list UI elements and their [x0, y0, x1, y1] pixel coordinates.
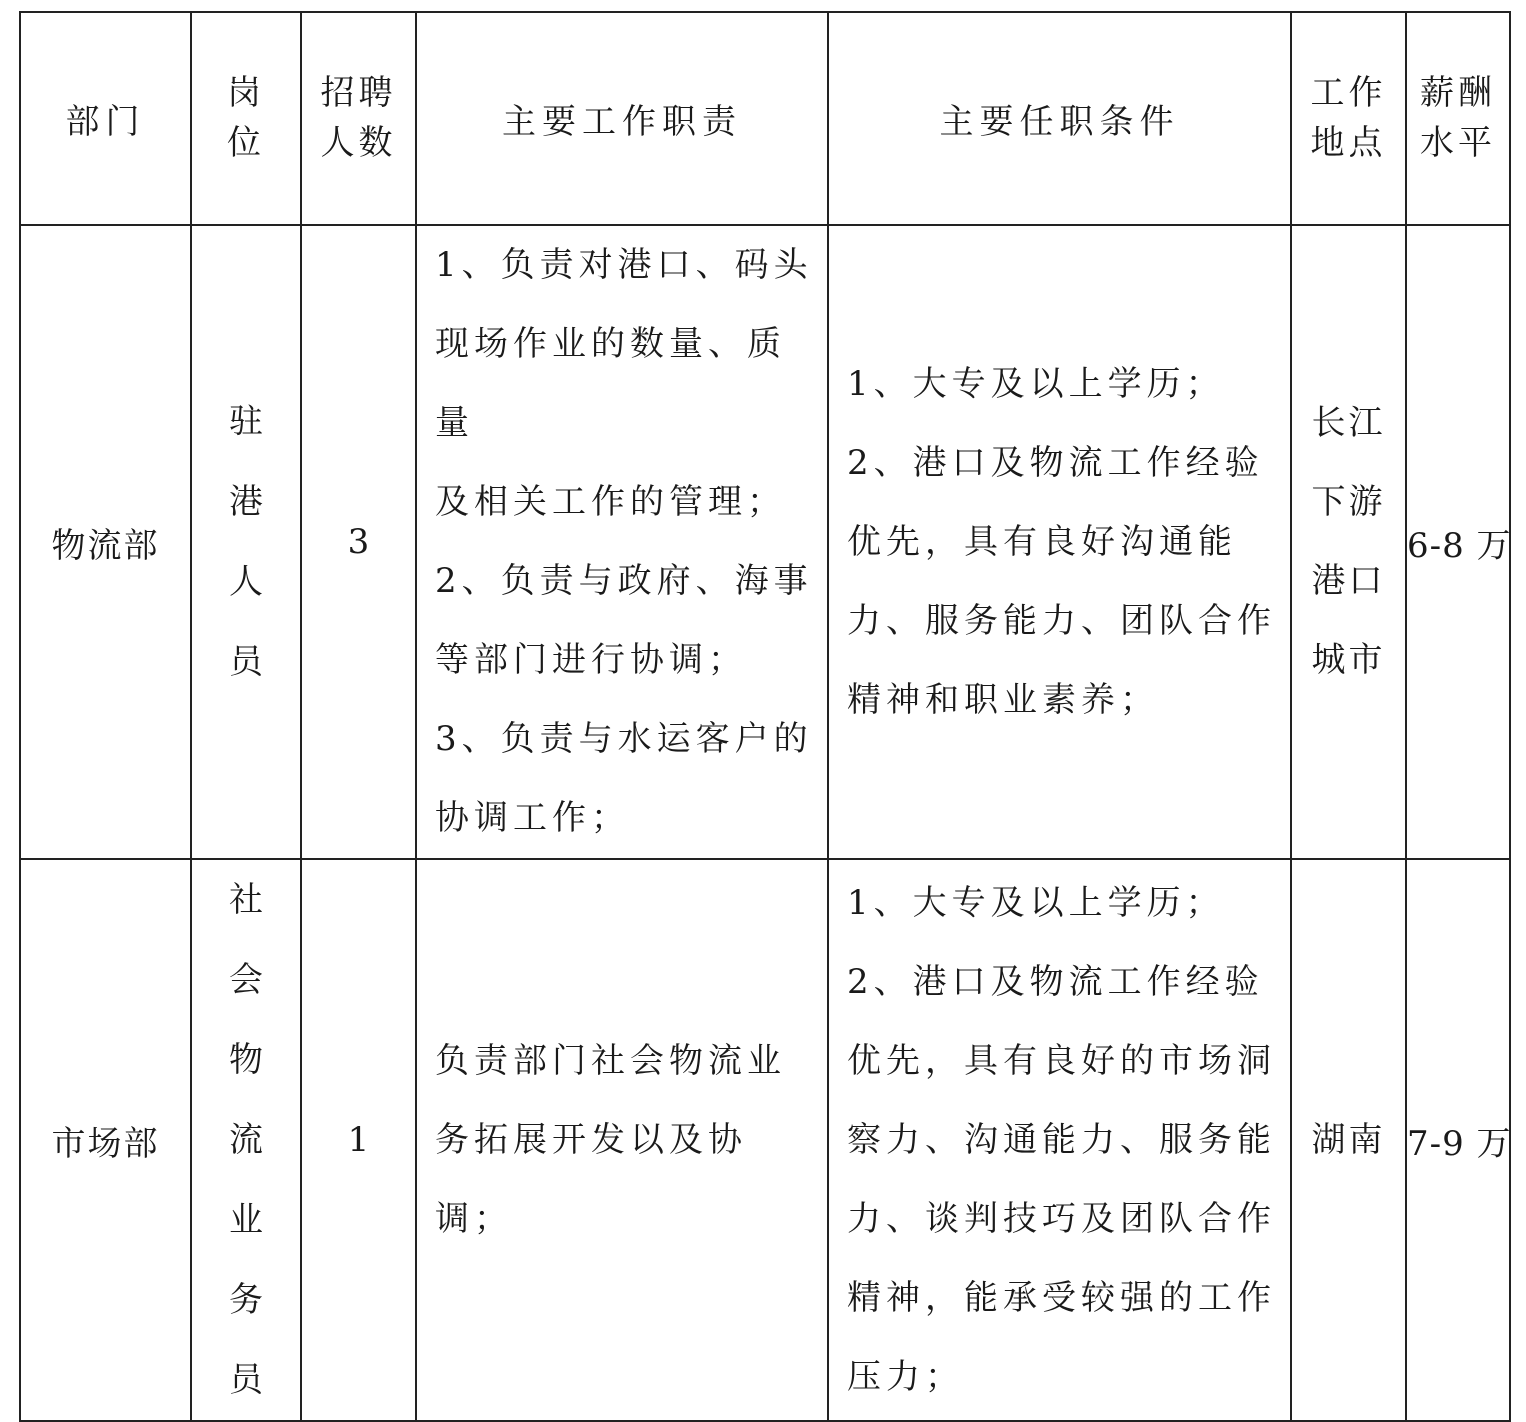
header-position	[191, 12, 301, 225]
table-row	[20, 225, 1510, 859]
requirements-cell: 1、大专及以上学历； 2、港口及物流工作经验 优先，具有良好沟通能 力、服务能力、团队合作 精神和职业素养；	[828, 225, 1291, 859]
header-position-line-2: 位	[227, 122, 265, 163]
duties-cell: 1、负责对港口、码头 现场作业的数量、质量 及相关工作的管理； 2、负责与政府、海事 等部门进行协调； 3、负责与水运客户的 协调工作；	[416, 225, 828, 859]
header-row	[20, 12, 1510, 225]
location-cell: 长江 下游 港口 城市	[1291, 225, 1406, 859]
header-count-line-1: 招聘	[320, 72, 397, 113]
duties-cell: 负责部门社会物流业 务拓展开发以及协调；	[416, 859, 828, 1421]
dept-cell: 市场部	[20, 859, 191, 1421]
header-location	[1291, 12, 1406, 225]
position-cell: 社 会 物 流 业 务 员	[191, 859, 301, 1421]
salary-cell: 6-8 万	[1406, 225, 1510, 859]
header-dept: 部门	[20, 12, 191, 225]
requirements-cell: 1、大专及以上学历； 2、港口及物流工作经验 优先，具有良好的市场洞 察力、沟通能力、服务能 力、谈判技巧及团队合作 精神，能承受较强的工作 压力；	[828, 859, 1291, 1421]
dept-cell: 物流部	[20, 225, 191, 859]
position-cell: 驻 港 人 员	[191, 225, 301, 859]
recruitment-table	[19, 11, 1511, 1422]
count-cell: 1	[301, 859, 416, 1421]
header-salary-line-1: 薪酬	[1420, 72, 1496, 113]
header-salary-line-2: 水平	[1420, 122, 1496, 163]
header-location-line-2: 地点	[1310, 122, 1387, 163]
header-location-line-1: 工作	[1310, 72, 1387, 113]
header-requirements: 主要任职条件	[828, 12, 1291, 225]
header-duties: 主要工作职责	[416, 12, 828, 225]
table-row	[20, 859, 1510, 1421]
salary-cell: 7-9 万	[1406, 859, 1510, 1421]
count-cell: 3	[301, 225, 416, 859]
header-count-line-2: 人数	[320, 122, 397, 163]
location-cell: 湖南	[1291, 859, 1406, 1421]
header-count	[301, 12, 416, 225]
header-position-line-1: 岗	[227, 72, 265, 113]
header-salary	[1406, 12, 1510, 225]
